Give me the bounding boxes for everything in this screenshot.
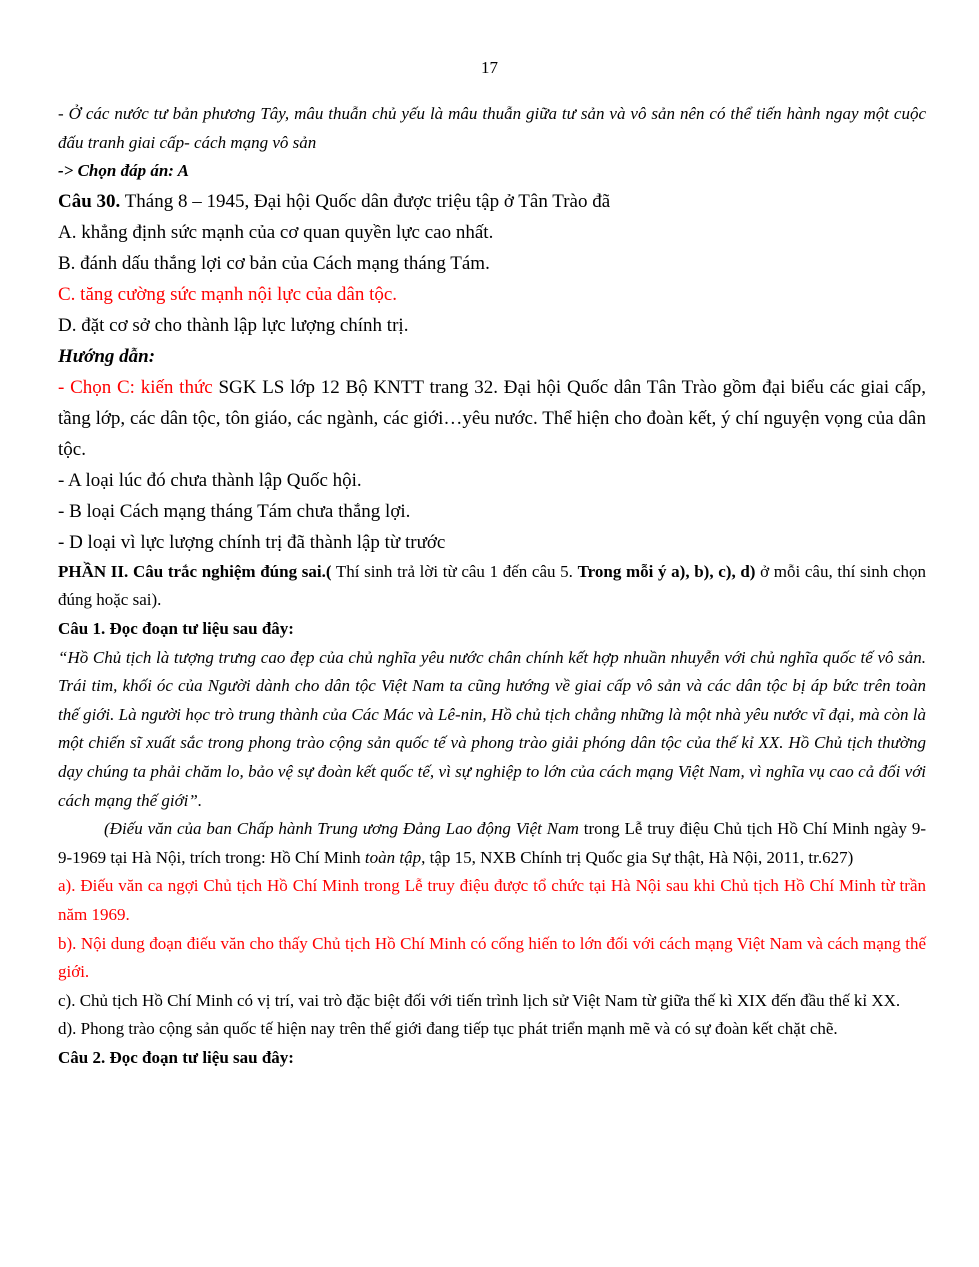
source-italic-2: toàn tập [364,847,422,867]
question-1-title: Câu 1. Đọc đoạn tư liệu sau đây: [58,618,294,638]
statement-a: a). Điếu văn ca ngợi Chủ tịch Hồ Chí Minh trong Lễ truy điệu được tổ chức tại Hà Nội sau khi Chủ tịch Hồ Chí Minh từ trần năm 1969. [58,876,926,924]
question-30-text: Tháng 8 – 1945, Đại hội Quốc dân được triệu tập ở Tân Trào đã [120,190,611,212]
question-30-stem [58,186,926,217]
question-1-source [58,815,926,872]
part-2-instruction-2: ở mỗi câu, thí sinh chọn đúng hoặc sai). [58,561,926,610]
guide-explanation [58,372,926,465]
guide-note-b: - B loại Cách mạng tháng Tám chưa thắng lợi. [58,500,411,522]
question-30-label: Câu 30. [58,190,121,212]
question-2-title: Câu 2. Đọc đoạn tư liệu sau đây: [58,1047,294,1067]
part-2-title: PHẦN II. Câu trắc nghiệm đúng sai.( [58,561,332,581]
question-30-option-c: C. tăng cường sức mạnh nội lực của dân tộc. [58,283,398,305]
part-2-instruction-bold: Trong mỗi ý a), b), c), d) [577,561,756,581]
page-number: 17 [481,58,498,77]
guide-choice: - Chọn C: kiến thức [58,376,213,398]
source-text-2: , tập 15, NXB Chính trị Quốc gia Sự thật, Hà Nội, 2011, tr.627) [421,847,854,867]
guide-explanation-text: SGK LS lớp 12 Bộ KNTT trang 32. Đại hội Quốc dân Tân Trào gồm đại biểu các giai cấp, tầng lớp, các dân tộc, tôn giáo, các ngành, các giới…yêu nước. Thể hiện cho đoàn kết, ý chí nguyện vọng của dân tộc. [58,376,926,460]
guide-title: Hướng dẫn: [58,345,156,367]
guide-note-d: - D loại vì lực lượng chính trị đã thành lập từ trước [58,531,446,553]
question-30-option-d: D. đặt cơ sở cho thành lập lực lượng chính trị. [58,314,409,336]
page-content [58,100,926,1072]
statement-b: b). Nội dung đoạn điếu văn cho thấy Chủ tịch Hồ Chí Minh có cống hiến to lớn đối với cách mạng Việt Nam và cách mạng thế giới. [58,933,926,982]
intro-answer: -> Chọn đáp án: A [58,161,189,181]
source-text-1: trong Lễ truy điệu Chủ tịch Hồ Chí Minh ngày 9-9-1969 tại Hà Nội, trích trong: Hồ Chí Minh [58,819,926,867]
statement-c: c). Chủ tịch Hồ Chí Minh có vị trí, vai trò đặc biệt đối với tiến trình lịch sử Việt Nam từ giữa thế kì XIX đến đầu thế kỉ XX. [58,990,901,1010]
intro-line: - Ở các nước tư bản phương Tây, mâu thuẫn chủ yếu là mâu thuẫn giữa tư sản và vô sản nên có thể tiến hành ngay một cuộc đấu tranh giai cấp- cách mạng vô sản [58,104,926,152]
source-italic-1: (Điếu văn của ban Chấp hành Trung ương Đảng Lao động Việt Nam [104,819,579,839]
question-1-quote: “Hồ Chủ tịch là tượng trưng cao đẹp của chủ nghĩa yêu nước chân chính kết hợp nhuần nhuyễn với chủ nghĩa quốc tế vô sản. Trái tim, khối óc của Người dành cho dân tộc Việt Nam ta cũng hướng về giai cấp vô sản và các dân tộc bị áp bức trên toàn thế giới. Là người học trò trung thành của Các Mác và Lê-nin, Hồ chủ tịch chẳng những là một nhà yêu nước vĩ đại, mà còn là một chiến sĩ xuất sắc trong phong trào cộng sản quốc tế và phong trào giải phóng dân tộc của thế kỉ XX. Hồ Chủ tịch thường dạy chúng ta phải chăm lo, bảo vệ sự đoàn kết quốc tế, vì sự nghiệp to lớn của cách mạng Việt Nam, vì nghĩa vụ cao cả đối với cách mạng thế giới”. [58,647,926,810]
statement-d: d). Phong trào cộng sản quốc tế hiện nay trên thế giới đang tiếp tục phát triển mạnh mẽ và có sự đoàn kết chặt chẽ. [58,1019,838,1039]
guide-note-a: - A loại lúc đó chưa thành lập Quốc hội. [58,469,362,491]
question-30-option-b: B. đánh dấu thắng lợi cơ bản của Cách mạng tháng Tám. [58,252,490,274]
part-2-heading [58,558,926,615]
question-30-option-a: A. khẳng định sức mạnh của cơ quan quyền lực cao nhất. [58,221,494,243]
part-2-instruction-1: Thí sinh trả lời từ câu 1 đến câu 5. [331,561,578,581]
